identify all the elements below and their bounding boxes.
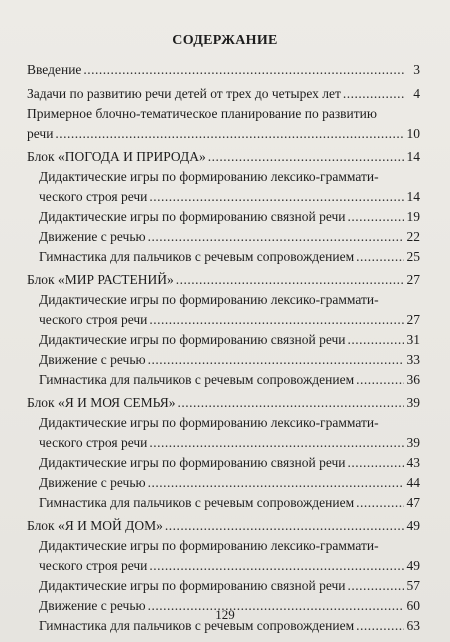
toc-entry-row: [39, 493, 420, 513]
toc-page-number: 14: [406, 149, 420, 164]
toc-entry-row: [27, 516, 420, 536]
toc-entry-text: Примерное блочно-тематическое планирование по развитию: [27, 106, 377, 121]
toc-entry-row: [39, 207, 420, 227]
toc-entry-row: [27, 147, 420, 167]
toc-page-number: 31: [406, 332, 420, 347]
toc-entry-text: Движение с речью: [39, 598, 146, 613]
toc-page-number: 63: [406, 618, 420, 633]
toc-entry-text: Дидактические игры по формированию лексико-граммати-: [39, 415, 379, 430]
toc-entry-row: [27, 270, 420, 290]
toc-subsection: [39, 493, 420, 513]
toc-entry-text: Движение с речью: [39, 352, 146, 367]
dot-leader: [55, 124, 404, 144]
dot-leader: [208, 147, 404, 167]
dot-leader: [149, 187, 404, 207]
dot-leader: [83, 60, 404, 80]
toc-subsection: [39, 167, 420, 207]
toc-page-number: 44: [406, 475, 420, 490]
dot-leader: [356, 493, 404, 513]
toc-entry-text: Движение с речью: [39, 475, 146, 490]
toc-entry-row: [39, 556, 420, 576]
toc-entry-row: [39, 433, 420, 453]
toc-entry-row: [39, 310, 420, 330]
toc-section: [27, 60, 420, 80]
toc-subsection: [39, 453, 420, 473]
toc-page-number: 33: [406, 352, 420, 367]
dot-leader: [348, 453, 405, 473]
toc-entry-text: ческого строя речи: [39, 435, 148, 450]
toc-subsection: [39, 247, 420, 267]
toc-entry-row: [39, 576, 420, 596]
toc-entry-row: [39, 247, 420, 267]
dot-leader: [348, 576, 405, 596]
toc-subsection: [39, 207, 420, 227]
dot-leader: [148, 473, 404, 493]
toc-entry-row: [39, 330, 420, 350]
toc-page-number: 27: [406, 272, 420, 287]
dot-leader: [343, 84, 404, 104]
toc-entry-row: [39, 227, 420, 247]
toc-entry-text: речи: [27, 126, 54, 141]
toc-entry-text: Дидактические игры по формированию лексико-граммати-: [39, 292, 379, 307]
toc-section: [27, 393, 420, 413]
toc-subsection: [39, 330, 420, 350]
toc-page-number: 43: [406, 455, 420, 470]
toc-subsection: [39, 370, 420, 390]
dot-leader: [177, 393, 404, 413]
toc-page-number: 22: [406, 229, 420, 244]
toc-entry-text: Дидактические игры по формированию лексико-граммати-: [39, 538, 379, 553]
toc-page-number: 10: [406, 126, 420, 141]
toc-section: [27, 270, 420, 290]
toc-entry-row: [39, 453, 420, 473]
toc-subsection: [39, 227, 420, 247]
toc-page-number: 14: [406, 189, 420, 204]
toc-entry-text: Гимнастика для пальчиков с речевым сопровождением: [39, 372, 355, 387]
toc-subsection: [39, 350, 420, 370]
toc-entry-text: ческого строя речи: [39, 189, 148, 204]
dot-leader: [348, 330, 405, 350]
toc-subsection: [39, 576, 420, 596]
toc-page-number: 39: [406, 395, 420, 410]
toc-entry-row: [27, 84, 420, 104]
toc-entry-text: Дидактические игры по формированию связной речи: [39, 578, 346, 593]
dot-leader: [348, 207, 405, 227]
toc-section: [27, 147, 420, 167]
toc-entry-row: [39, 370, 420, 390]
toc-entry-row: [27, 60, 420, 80]
toc-entry-text: Дидактические игры по формированию лексико-граммати-: [39, 169, 379, 184]
toc-page-number: 25: [406, 249, 420, 264]
toc-entry-row: [39, 187, 420, 207]
toc-subsection: [39, 413, 420, 453]
toc-page-number: 19: [406, 209, 420, 224]
toc-entry-text: Дидактические игры по формированию связной речи: [39, 209, 346, 224]
toc-subsection: [39, 473, 420, 493]
toc-page-number: 27: [406, 312, 420, 327]
toc-entry-text: Задачи по развитию речи детей от трех до четырех лет: [27, 86, 341, 101]
toc-entry-text: Дидактические игры по формированию связной речи: [39, 332, 346, 347]
toc-section: [27, 516, 420, 536]
toc-page-number: 3: [413, 62, 420, 77]
toc-entry-text: Блок «ПОГОДА И ПРИРОДА»: [27, 149, 206, 164]
toc-page-number: 4: [413, 86, 420, 101]
toc-entry-text: ческого строя речи: [39, 558, 148, 573]
toc-entry-row: [27, 393, 420, 413]
toc-entry-row: [27, 124, 420, 144]
dot-leader: [356, 370, 404, 390]
table-of-contents: [0, 60, 450, 636]
toc-subsection: [39, 290, 420, 330]
page-title: СОДЕРЖАНИЕ: [172, 33, 278, 48]
dot-leader: [149, 310, 404, 330]
toc-entry-text: Гимнастика для пальчиков с речевым сопровождением: [39, 618, 355, 633]
toc-section: [27, 84, 420, 104]
toc-subsection: [39, 536, 420, 576]
dot-leader: [149, 433, 404, 453]
toc-entry-text: ческого строя речи: [39, 312, 148, 327]
dot-leader: [148, 227, 404, 247]
toc-page-number: 36: [406, 372, 420, 387]
toc-entry-text: Дидактические игры по формированию связной речи: [39, 455, 346, 470]
toc-entry-text: Блок «Я И МОЙ ДОМ»: [27, 518, 163, 533]
dot-leader: [356, 247, 404, 267]
toc-page-number: 49: [406, 558, 420, 573]
toc-page-number: 47: [406, 495, 420, 510]
toc-entry-text: Гимнастика для пальчиков с речевым сопровождением: [39, 495, 355, 510]
toc-entry-text: Гимнастика для пальчиков с речевым сопровождением: [39, 249, 355, 264]
dot-leader: [165, 516, 404, 536]
toc-page-number: 39: [406, 435, 420, 450]
dot-leader: [148, 350, 404, 370]
page-number: 129: [215, 607, 235, 622]
toc-entry-row: [39, 350, 420, 370]
toc-page-number: 57: [406, 578, 420, 593]
dot-leader: [149, 556, 404, 576]
dot-leader: [176, 270, 404, 290]
toc-entry-text: Введение: [27, 62, 82, 77]
toc-entry-row: [39, 473, 420, 493]
toc-entry-text: Движение с речью: [39, 229, 146, 244]
toc-entry-text: Блок «МИР РАСТЕНИЙ»: [27, 272, 174, 287]
toc-page-number: 60: [406, 598, 420, 613]
toc-page-number: 49: [406, 518, 420, 533]
toc-entry-text: Блок «Я И МОЯ СЕМЬЯ»: [27, 395, 176, 410]
toc-section: [27, 104, 420, 144]
